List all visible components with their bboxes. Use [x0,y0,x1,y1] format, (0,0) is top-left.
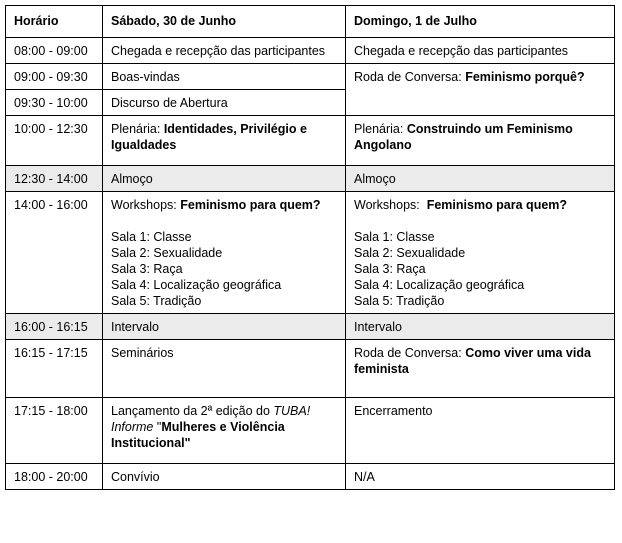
session-title: Construindo um Feminismo Angolano [354,122,573,152]
room-item: Sala 5: Tradição [354,294,445,308]
header-row [6,6,615,38]
session-type: Roda de Conversa: [354,70,466,84]
table-row [6,314,615,340]
session-title: Mulheres e Violência Institucional" [111,420,285,450]
table-row [6,340,615,398]
table-row [6,166,615,192]
sunday-cell: Encerramento [346,398,615,464]
header-time: Horário [6,6,103,38]
table-row [6,38,615,64]
saturday-cell [103,192,346,314]
session-title: Feminismo porquê? [465,70,585,84]
saturday-cell [103,116,346,166]
time-cell: 12:30 - 14:00 [6,166,103,192]
time-cell: 17:15 - 18:00 [6,398,103,464]
sunday-cell: Almoço [346,166,615,192]
sunday-cell: Chegada e recepção das participantes [346,38,615,64]
publication-title: TUBA! Informe [111,404,311,434]
session-type: Plenária: [354,122,407,136]
table-row [6,398,615,464]
room-item: Sala 1: Classe [111,230,192,244]
saturday-cell: Almoço [103,166,346,192]
session-type: Roda de Conversa: [354,346,466,360]
header-sunday: Domingo, 1 de Julho [346,6,615,38]
room-item: Sala 1: Classe [354,230,435,244]
room-item: Sala 4: Localização geográfica [111,278,282,292]
quote-mark: " [153,420,162,434]
sunday-cell: N/A [346,464,615,490]
saturday-cell: Convívio [103,464,346,490]
time-cell: 14:00 - 16:00 [6,192,103,314]
table-row [6,464,615,490]
sunday-cell [346,116,615,166]
time-cell: 10:00 - 12:30 [6,116,103,166]
sunday-cell [346,192,615,314]
sunday-cell: Intervalo [346,314,615,340]
room-item: Sala 3: Raça [354,262,426,276]
room-item: Sala 3: Raça [111,262,183,276]
saturday-cell: Chegada e recepção das participantes [103,38,346,64]
schedule-table [5,5,615,490]
time-cell: 09:00 - 09:30 [6,64,103,90]
sunday-cell [346,340,615,398]
header-saturday: Sábado, 30 de Junho [103,6,346,38]
time-cell: 08:00 - 09:00 [6,38,103,64]
time-cell: 18:00 - 20:00 [6,464,103,490]
saturday-cell: Intervalo [103,314,346,340]
time-cell: 16:00 - 16:15 [6,314,103,340]
time-cell: 16:15 - 17:15 [6,340,103,398]
room-item: Sala 5: Tradição [111,294,202,308]
session-title: Feminismo para quem? [426,198,568,212]
session-type: Workshops: [111,198,181,212]
session-title: Identidades, Privilégio e Igualdades [111,122,307,152]
saturday-cell: Discurso de Abertura [103,90,346,116]
room-item: Sala 4: Localização geográfica [354,278,525,292]
sunday-cell [346,64,615,116]
saturday-cell: Boas-vindas [103,64,346,90]
saturday-cell: Seminários [103,340,346,398]
saturday-cell [103,398,346,464]
table-row [6,64,615,90]
room-item: Sala 2: Sexualidade [111,246,223,260]
session-title: Como viver uma vida feminista [354,346,591,376]
session-type: Lançamento da 2ª edição do [111,404,274,418]
session-type: Plenária: [111,122,164,136]
session-title: Feminismo para quem? [180,198,321,212]
table-row [6,116,615,166]
table-row [6,192,615,314]
time-cell: 09:30 - 10:00 [6,90,103,116]
room-item: Sala 2: Sexualidade [354,246,466,260]
session-type: Workshops: [354,198,427,212]
